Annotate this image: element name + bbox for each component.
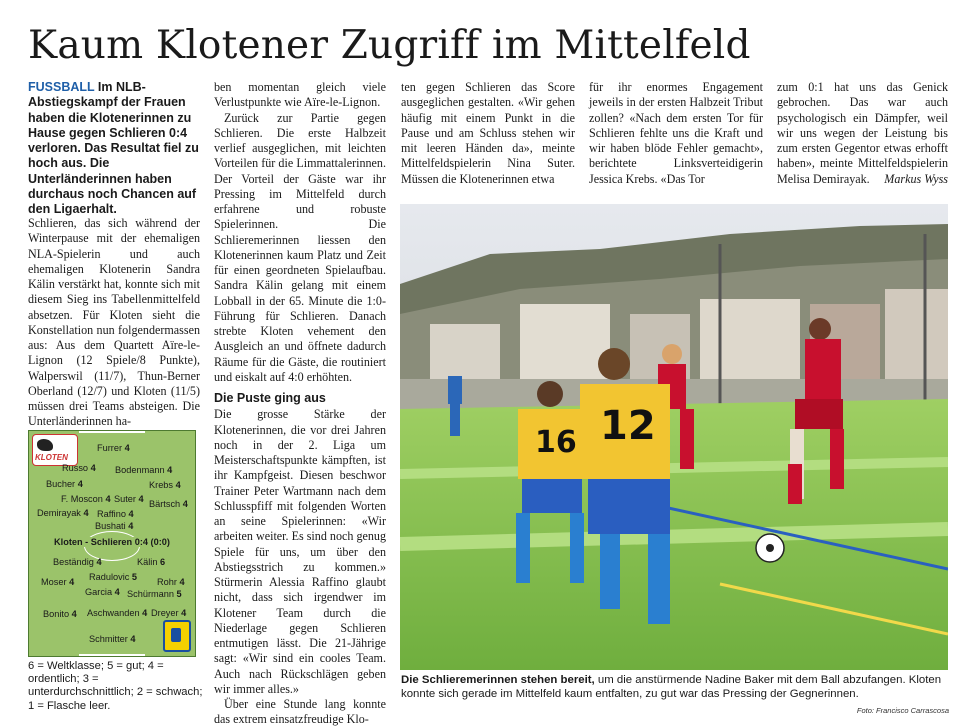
match-score: Kloten - Schlieren 0:4 (0:0) xyxy=(29,537,195,547)
lead-paragraph xyxy=(28,80,208,218)
player-bodenmann: Bodenmann 4 xyxy=(115,465,173,475)
match-photo xyxy=(400,204,948,670)
player-schuermann: Schürmann 5 xyxy=(127,589,182,599)
jersey-number-16: 16 xyxy=(535,425,577,460)
caption-bold: Die Schlieremerinnen stehen bereit, xyxy=(401,674,595,686)
section-kicker: FUSSBALL xyxy=(28,80,95,94)
player-demirayak: Demirayak 4 xyxy=(37,508,89,518)
col4-text: für ihr enormes Engagement jeweils in der ersten Halbzeit Tribut zollen? «Nach dem ersten Tor für Schlieren fehlte uns die Kraft und wir haben blöde Fehler gemacht», berichtete Linksverteidigerin Jessica Krebs. «Das Tor xyxy=(589,80,763,186)
lead-text: Im NLB-Abstiegskampf der Frauen haben die Klotenerinnen zu Hause gegen Schlieren 0:4 verloren. Das Resultat fiel zu hoch aus. Die Unterländerinnen haben durchaus noch Chancen auf den Ligaerhalt. xyxy=(28,80,199,217)
player-moser: Moser 4 xyxy=(41,577,75,587)
article-column-4 xyxy=(589,80,763,187)
col2-p3: Die grosse Stärke der Klotenerinnen, die vor drei Jahren noch in der 2. Liga um Meisterschaftspunkte kämpften, ist ihr Kampfgeist. Diesen beschwor Trainer Peter Wartmann nach dem Schlusspfiff mit folgenden Worten an seine Spielerinnen: «Wir arbeiten weiter. Es sind noch genug Spiele für uns, um über den Abstiegsstrich zu kommen.» Stürmerin Alessia Raffino glaubt nicht, dass sich irgendwer im Klotener Team durch die Niederlage gegen Schlieren entmutigen lässt. Die 21-Jährige sagt: «Wir sind ein cooles Team. Auch nach Rückschlägen geben wir immer alles.» xyxy=(214,407,386,696)
player-aschwanden: Aschwanden 4 xyxy=(87,608,148,618)
player-furrer: Furrer 4 xyxy=(97,443,130,453)
article-column-1 xyxy=(28,216,200,430)
player-dreyer: Dreyer 4 xyxy=(151,608,187,618)
player-suter: Suter 4 xyxy=(114,494,144,504)
jersey-number-12: 12 xyxy=(600,403,656,449)
author-byline: Markus Wyss xyxy=(884,171,948,186)
player-russo: Russo 4 xyxy=(62,463,96,473)
schlieren-logo xyxy=(163,620,191,652)
player-schmitter: Schmitter 4 xyxy=(89,634,136,644)
rating-legend: 6 = Weltklasse; 5 = gut; 4 = ordentlich; 3 = unterdurchschnittlich; 2 = schwach; 1 = Flasche leer. xyxy=(28,660,203,712)
player-kaelin: Kälin 6 xyxy=(137,557,166,567)
player-garcia: Garcia 4 xyxy=(85,587,120,597)
col3-text: ten gegen Schlieren das Score ausgeglichen gestalten. «Wir gehen häufig mit einem Punkt in die Pause und am Schluss stehen wir mit leeren Händen da», meinte Mittelfeldspielerin Nina Suter. Müssen die Klotenerinnen etwa xyxy=(401,80,575,186)
player-radulovic: Radulovic 5 xyxy=(89,572,138,582)
article-column-5 xyxy=(777,80,948,187)
kloten-logo xyxy=(32,434,78,466)
caption-text: um die anstürmende Nadine Baker mit dem Ball abzufangen. Kloten konnte sich gerade im Mittelfeld kaum entfalten, zu gut war das Pressing der Gegnerinnen. xyxy=(401,674,942,700)
kloten-logo-text: KLOTEN xyxy=(35,453,68,462)
player-bestaendig: Beständig 4 xyxy=(53,557,102,567)
player-raffino: Raffino 4 xyxy=(97,509,134,519)
player-bonito: Bonito 4 xyxy=(43,609,77,619)
headline: Kaum Klotener Zugriff im Mittelfeld xyxy=(28,23,751,68)
player-bucher: Bucher 4 xyxy=(46,479,83,489)
player-moscon: F. Moscon 4 xyxy=(61,494,111,504)
col2-p1: ben momentan gleich viele Verlustpunkte wie Aïre-le-Lignon. xyxy=(214,80,386,110)
article-column-2 xyxy=(214,80,386,728)
player-baertsch: Bärtsch 4 xyxy=(149,499,188,509)
player-bushati: Bushati 4 xyxy=(95,521,134,531)
player-krebs: Krebs 4 xyxy=(149,480,181,490)
col2-p2: Zurück zur Partie gegen Schlieren. Die erste Halbzeit verlief ausgeglichen, mit leichten Vorteilen für die Limmattalerinnen. Der Vorteil der Gäste war ihr Pressing im Mittelfeld durch erfahrene und robuste Spielerinnen. Die Schlieremerinnen liessen den Klotenerinnen kaum Platz und Zeit für einen geordneten Spielaufbau. Sandra Kälin gelang mit einem Lobball in der 65. Minute die 1:0-Führung für Schlieren. Danach strebte Kloten vehement den Ausgleich an und öffnete dadurch Räume für die Gäste, die routiniert und eiskalt auf 4:0 erhöhten. xyxy=(214,110,386,384)
goal-box-bottom xyxy=(79,654,145,656)
col2-p4: Über eine Stunde lang konnte das extrem einsatzfreudige Klo- xyxy=(214,697,386,727)
col1-text: Schlieren, das sich während der Winterpause mit der ehemaligen NLA-Spielerin und auch ehemaligen Klotenerin Sandra Kälin verstärkt hat, konnte sich mit diesem Sieg ins Tabellenmittelfeld absetzen. Für Kloten sieht die Konstellation nun folgendermassen aus: Aus dem Quartett Aïre-le-Lignon (12 Spiele/8 Punkte), Walperswil (11/7), Thun-Berner Oberland (12/7) und Kloten (11/5) müssen drei Teams absteigen. Die Unterländerinnen ha- xyxy=(28,216,200,429)
player-rohr: Rohr 4 xyxy=(157,577,185,587)
photo-credit: Foto: Francisco Carrascosa xyxy=(856,706,949,715)
article-column-3 xyxy=(401,80,575,187)
col5-text: zum 0:1 hat uns das Genick gebrochen. Das war auch psychologisch ein Dämpfer, weil wir uns wegen der Leistung bis zum ersten Gegentor etwas erhofft haben», meinte Mittelfeldspielerin Melisa Demirayak. Markus Wyss xyxy=(777,80,948,186)
goal-box-top xyxy=(79,431,145,433)
lineup-graphic xyxy=(28,430,196,657)
subheading: Die Puste ging aus xyxy=(214,391,326,405)
photo-caption xyxy=(401,673,949,718)
